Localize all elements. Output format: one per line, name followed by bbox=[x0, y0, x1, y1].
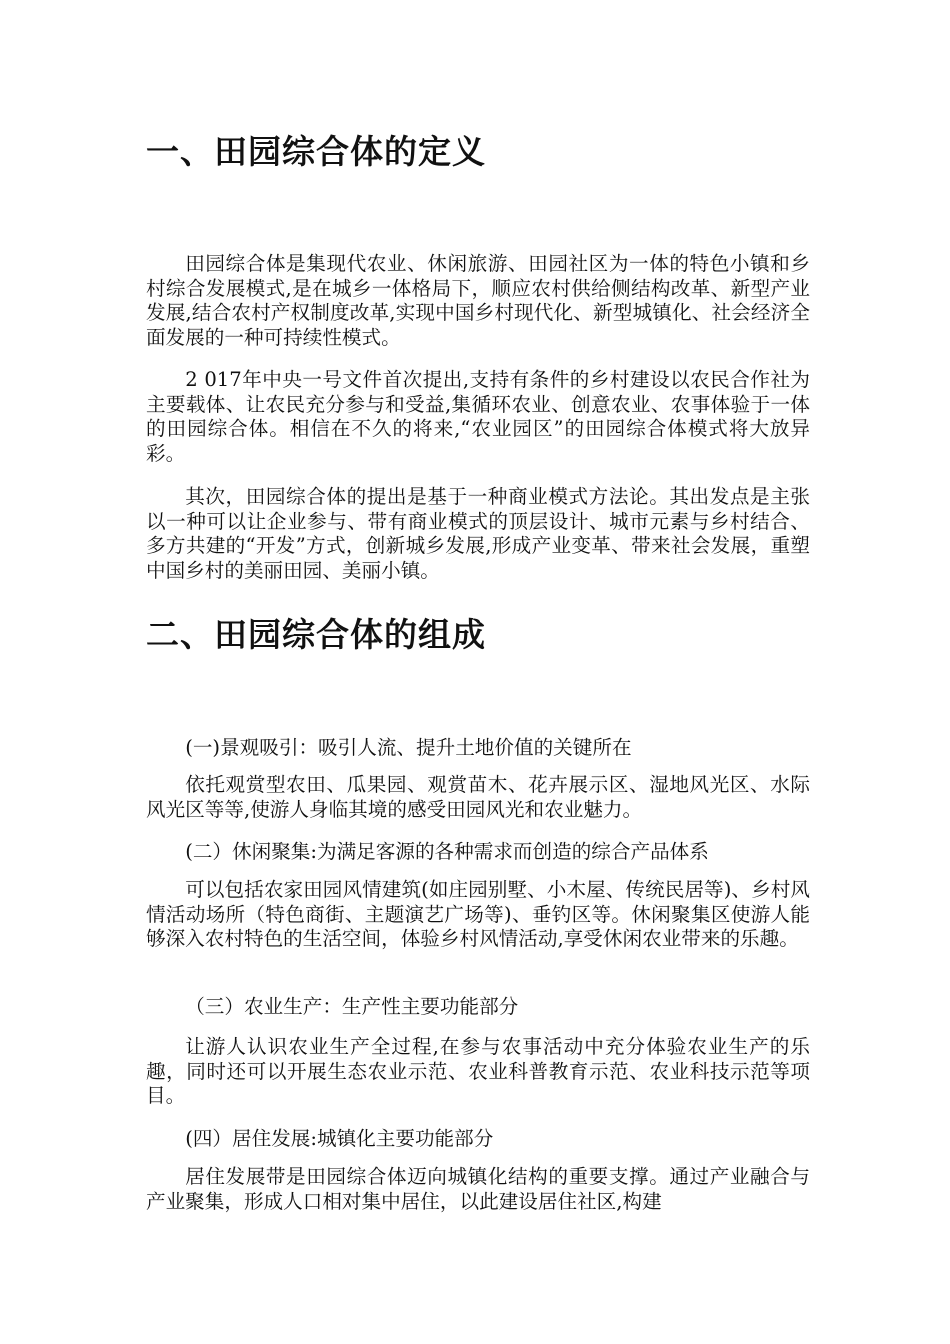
item-title-landscape: (一)景观吸引：吸引人流、提升土地价值的关键所在 bbox=[185, 736, 632, 759]
item-body-landscape: 依托观赏型农田、瓜果园、观赏苗木、花卉展示区、湿地风光区、水际风光区等等,使游人身临其境的感受田园风光和农业魅力。 bbox=[146, 773, 810, 821]
section-heading-definition: 一、田园综合体的定义 bbox=[146, 132, 486, 171]
item-body-agriculture: 让游人认识农业生产全过程,在参与农事活动中充分体验农业生产的乐趣，同时还可以开展生态农业示范、农业科普教育示范、农业科技示范等项目。 bbox=[146, 1035, 810, 1107]
item-body-residence: 居住发展带是田园综合体迈向城镇化结构的重要支撑。通过产业融合与产业聚集，形成人口相对集中居住，以此建设居住社区,构建 bbox=[146, 1165, 810, 1213]
item-title-residence: (四）居住发展:城镇化主要功能部分 bbox=[185, 1127, 494, 1150]
paragraph-policy: 2 017年中央一号文件首次提出,支持有条件的乡村建设以农民合作社为主要载体、让农民充分参与和受益,集循环农业、创意农业、农事体验于一体的田园综合体。相信在不久的将来,“农业园区”的田园综合体模式将大放异彩。 bbox=[146, 368, 810, 465]
paragraph-definition: 田园综合体是集现代农业、休闲旅游、田园社区为一体的特色小镇和乡村综合发展模式,是在城乡一体格局下，顺应农村供给侧结构改革、新型产业发展,结合农村产权制度改革,实现中国乡村现代化、新型城镇化、社会经济全面发展的一种可持续性模式。 bbox=[146, 252, 810, 349]
section-heading-composition: 二、田园综合体的组成 bbox=[146, 615, 486, 654]
paragraph-business-model: 其次，田园综合体的提出是基于一种商业模式方法论。其出发点是主张以一种可以让企业参与、带有商业模式的顶层设计、城市元素与乡村结合、多方共建的“开发”方式，创新城乡发展,形成产业变革、带来社会发展，重塑中国乡村的美丽田园、美丽小镇。 bbox=[146, 485, 810, 582]
item-body-leisure: 可以包括农家田园风情建筑(如庄园别墅、小木屋、传统民居等)、乡村风情活动场所（特色商街、主题演艺广场等)、垂钓区等。休闲聚集区使游人能够深入农村特色的生活空间，体验乡村风情活动,享受休闲农业带来的乐趣。 bbox=[146, 878, 810, 950]
item-title-agriculture: （三）农业生产：生产性主要功能部分 bbox=[185, 995, 519, 1018]
item-title-leisure: (二）休闲聚集:为满足客源的各种需求而创造的综合产品体系 bbox=[185, 840, 709, 863]
